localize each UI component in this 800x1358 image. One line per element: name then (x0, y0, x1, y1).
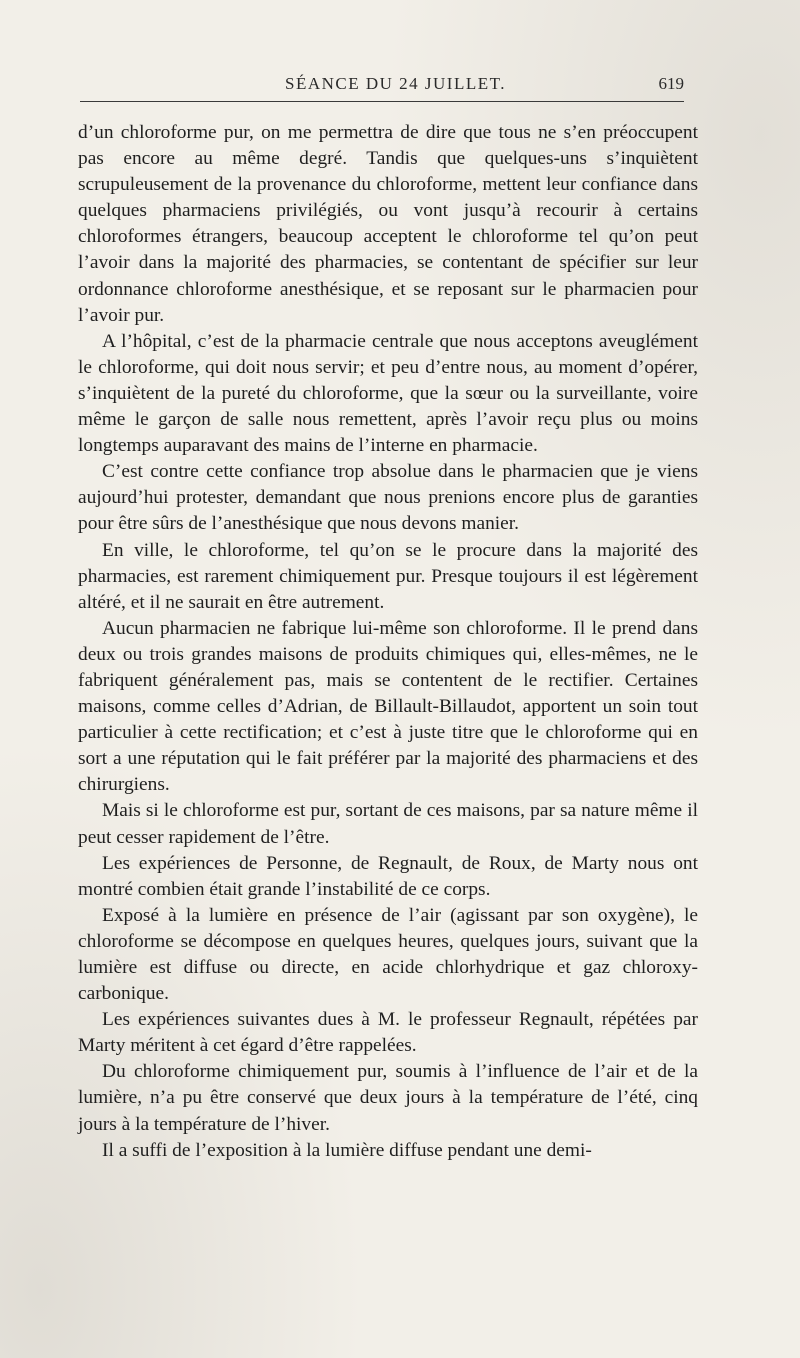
paragraph-6: Mais si le chloroforme est pur, sortant de ces maisons, par sa nature même il peut cesser rapidement de l’être. (78, 800, 698, 848)
paragraph-5: Aucun pharmacien ne fabrique lui-même son chloroforme. Il le prend dans deux ou trois grandes maisons de produits chimiques qui, elles-mêmes, ne le fabriquent généralement pas, mais se contentent de le rectifier. Certaines maisons, comme celles d’Adrian, de Billault-Billaudot, apportent un soin tout particulier à cette rectification; et c’est à juste titre que le chloroforme qui en sort a une réputation qui le fait préférer par la majorité des pharmaciens et des chirurgiens. (78, 617, 698, 796)
paragraph-11: Il a suffi de l’exposition à la lumière diffuse pendant une demi- (102, 1139, 592, 1161)
header-rule (80, 101, 684, 102)
paragraph-2: A l’hôpital, c’est de la pharmacie centrale que nous acceptons aveuglément le chloroforme, qui doit nous servir; et peu d’entre nous, au moment d’opérer, s’inquiètent de la pureté du chloroforme, que la sœur ou la surveillante, voire même le garçon de salle nous remettent, après l’avoir reçu plus ou moins longtemps auparavant des mains de l’interne en pharmacie. (78, 330, 698, 457)
paragraph-4: En ville, le chloroforme, tel qu’on se le procure dans la majorité des pharmacies, est rarement chimiquement pur. Presque toujours il est légèrement altéré, et il ne saurait en être autrement. (78, 539, 698, 613)
paragraph-3: C’est contre cette confiance trop absolue dans le pharmacien que je viens aujourd’hui protester, demandant que nous prenions encore plus de garanties pour être sûrs de l’anesthésique que nous devons manier. (78, 461, 698, 535)
paragraph-10: Du chloroforme chimiquement pur, soumis à l’influence de l’air et de la lumière, n’a pu être conservé que deux jours à la température de l’été, cinq jours à la température de l’hiver. (78, 1061, 698, 1135)
paragraph-1: d’un chloroforme pur, on me permettra de dire que tous ne s’en préoccupent pas encore au même degré. Tandis que quelques-uns s’inquiètent scrupuleusement de la provenance du chloroforme, mettent leur confiance dans quelques pharmaciens privilégiés, ou vont jusqu’à recourir à certains chloroformes étrangers, beaucoup acceptent le chloroforme tel qu’on peut l’avoir dans la majorité des pharmacies, se contentant de spécifier sur leur ordonnance chloroforme anesthésique, et se reposant sur le pharmacien pour l’avoir pur. (78, 122, 698, 326)
paragraph-9: Les expériences suivantes dues à M. le professeur Regnault, répétées par Marty méritent à cet égard d’être rappelées. (78, 1009, 698, 1057)
body-text (78, 120, 698, 1164)
running-title: SÉANCE DU 24 JUILLET. (285, 74, 506, 93)
page-number: 619 (658, 74, 684, 93)
running-header (80, 74, 684, 98)
paragraph-8: Exposé à la lumière en présence de l’air (agissant par son oxygène), le chloroforme se décompose en quelques heures, quelques jours, suivant que la lumière est diffuse ou directe, en acide chlorhydrique et gaz chloroxy-carbonique. (78, 904, 698, 1005)
paragraph-7: Les expériences de Personne, de Regnault, de Roux, de Marty nous ont montré combien était grande l’instabilité de ce corps. (78, 852, 698, 900)
